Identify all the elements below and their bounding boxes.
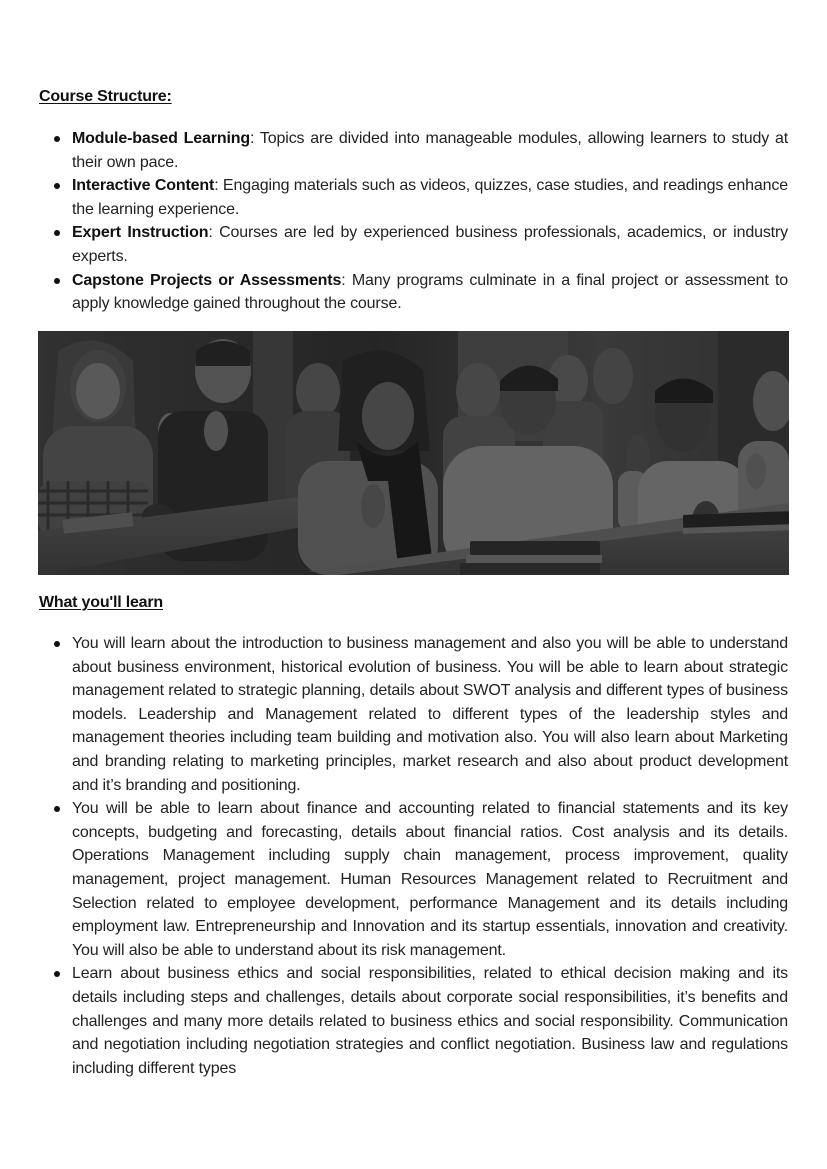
what-youll-learn-heading: What you'll learn bbox=[39, 594, 163, 611]
item-text: : Courses are led by experienced business professionals, academics, or industry experts. bbox=[72, 224, 788, 265]
list-item bbox=[72, 632, 788, 797]
list-item bbox=[72, 221, 788, 268]
bullet-icon bbox=[54, 136, 60, 142]
item-term: Module-based Learning bbox=[72, 130, 251, 147]
students-photo bbox=[38, 331, 789, 575]
item-text: : Engaging materials such as videos, quizzes, case studies, and readings enhance the learning experience. bbox=[72, 177, 788, 218]
item-text: Learn about business ethics and social responsibilities, related to ethical decision making and its details including steps and challenges, details about corporate social responsibilities, it’s benefits and challenges and many more details related to business ethics and social responsibility. Communication and negotiation including negotiation strategies and conflict negotiation. Business law and regulations including different types bbox=[72, 965, 788, 1077]
course-structure-heading: Course Structure: bbox=[39, 88, 172, 105]
bullet-icon bbox=[54, 278, 60, 284]
course-structure-list bbox=[72, 127, 788, 316]
item-text: : Topics are divided into manageable modules, allowing learners to study at their own pace. bbox=[72, 130, 788, 171]
item-term: Interactive Content bbox=[72, 177, 215, 195]
list-item bbox=[72, 797, 788, 962]
students-photo-illustration bbox=[38, 331, 789, 575]
item-text: You will be able to learn about finance and accounting related to financial statements and its key concepts, budgeting and forecasting, details about financial ratios. Cost analysis and its details. Operations Management including supply chain management, process improvement, quality management, project management. Human Resources Management related to Recruitment and Selection related to employee development, performance Management and its details including employment law. Entrepreneurship and Innovation and its startup essentials, innovation and creativity. You will also be able to understand about its risk management. bbox=[72, 800, 788, 959]
list-item bbox=[72, 127, 788, 174]
item-term: Capstone Projects or Assessments bbox=[72, 271, 342, 289]
list-item bbox=[72, 962, 788, 1080]
bullet-icon bbox=[54, 230, 60, 236]
bullet-icon bbox=[54, 971, 60, 977]
bullet-icon bbox=[54, 183, 60, 189]
bullet-icon bbox=[54, 641, 60, 647]
list-item bbox=[72, 269, 788, 316]
item-term: Expert Instruction bbox=[72, 224, 209, 242]
list-item bbox=[72, 174, 788, 221]
what-youll-learn-list bbox=[72, 632, 788, 1080]
item-text: You will learn about the introduction to business management and also you will be able to understand about business environment, historical evolution of business. You will be able to learn about strategic management related to strategic planning, details about SWOT analysis and different types of business models. Leadership and Management related to different types of the leadership styles and management theories including team building and motivation also. You will also learn about Marketing and branding relating to marketing principles, market research and also about product development and it’s branding and positioning. bbox=[72, 635, 788, 794]
item-text: : Many programs culminate in a final project or assessment to apply knowledge gained throughout the course. bbox=[72, 271, 789, 313]
bullet-icon bbox=[54, 806, 60, 812]
